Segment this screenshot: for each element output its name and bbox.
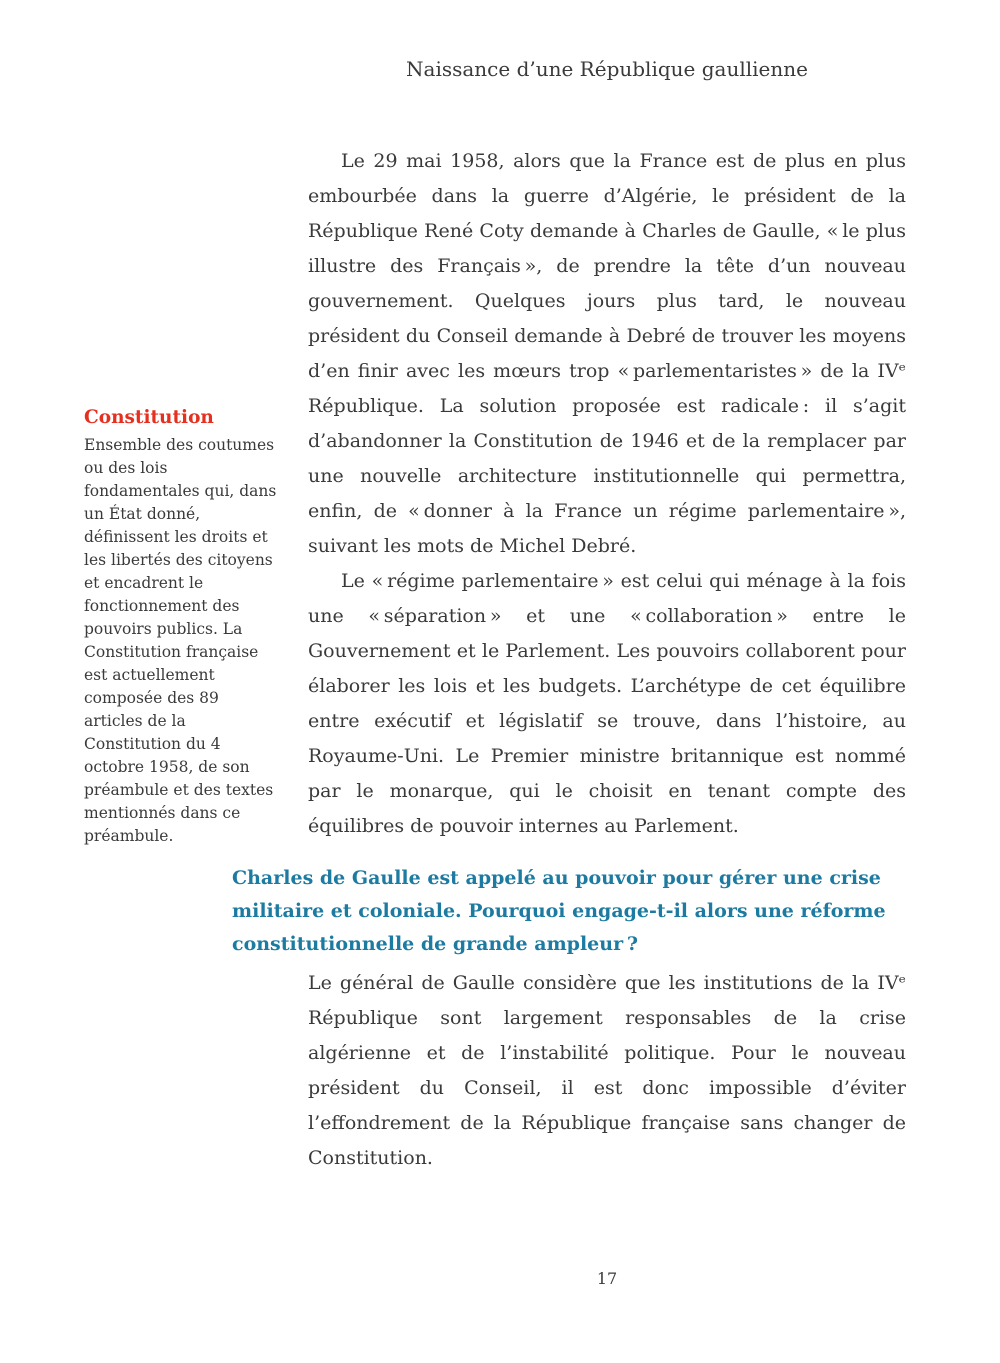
main-text-column xyxy=(308,144,906,844)
definition-term: Constitution xyxy=(84,407,214,428)
page-number: 17 xyxy=(596,1269,618,1288)
margin-definition-note xyxy=(84,406,278,848)
running-head: Naissance d’une République gaullienne xyxy=(406,57,808,81)
body-paragraph: Le « régime parlementaire » est celui qui ménage à la fois une « séparation » et une « collaboration » entre le Gouvernement et le Parlement. Les pouvoirs collaborent pour élaborer les lois et les budgets. L’archétype de cet équilibre entre exécutif et législatif se trouve, dans l’histoire, au Royaume-Uni. Le Premier ministre britannique est nommé par le monarque, qui le choisit en tenant compte des équilibres de pouvoir internes au Parlement. xyxy=(308,570,906,837)
definition-text: Ensemble des coutumes ou des lois fondamentales qui, dans un État donné, définissent les droits et les libertés des citoyens et encadrent le fonctionnement des pouvoirs publics. La Constitution française est actuellement composée des 89 articles de la Constitution du 4 octobre 1958, de son préambule et des textes mentionnés dans ce préambule. xyxy=(84,436,277,845)
body-paragraph: Le 29 mai 1958, alors que la France est de plus en plus embourbée dans la guerre d’Algérie, le président de la République René Coty demande à Charles de Gaulle, « le plus illustre des Français », de prendre la tête d’un nouveau gouvernement. Quelques jours plus tard, le nouveau président du Conseil demande à Debré de trouver les moyens d’en finir avec les mœurs trop « parlementaristes » de la IVᵉ République. La solution proposée est radicale : il s’agit d’abandonner la Constitution de 1946 et de la remplacer par une nouvelle architecture institutionnelle qui permettra, enfin, de « donner à la France un régime parlementaire », suivant les mots de Michel Debré. xyxy=(308,150,906,557)
answer-paragraph: Le général de Gaulle considère que les institutions de la IVᵉ République sont largement responsables de la crise algérienne et de l’instabilité politique. Pour le nouveau président du Conseil, il est donc impossible d’éviter l’effondrement de la République française sans changer de Constitution. xyxy=(308,972,906,1169)
question-heading: Charles de Gaulle est appelé au pouvoir pour gérer une crise militaire et coloniale. Pourquoi engage-t-il alors une réforme constitutionnelle de grande ampleur ? xyxy=(232,867,886,955)
